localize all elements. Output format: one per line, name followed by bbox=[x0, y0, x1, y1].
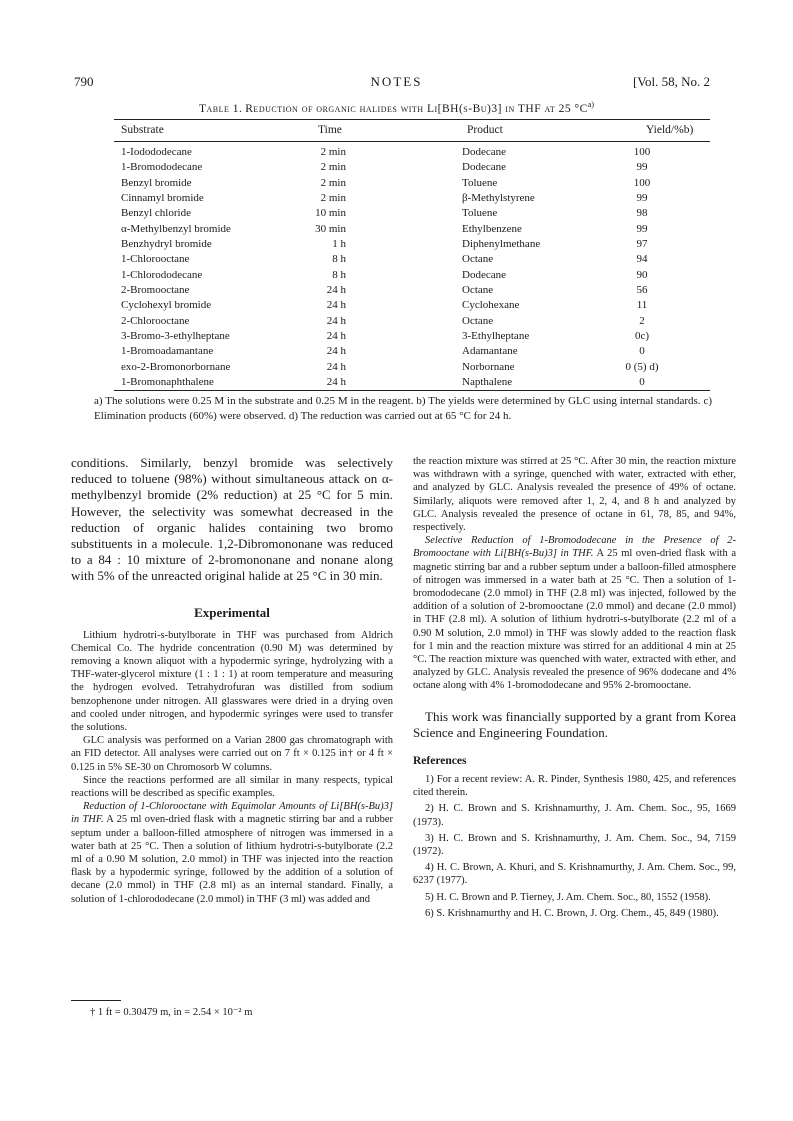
intro-paragraph: conditions. Similarly, benzyl bromide was selectively reduced to toluene (98%) without simultaneous attack on α-methylbenzyl bromide (2% reduction) at 25 °C for 5 min. However, the selectivity was somewhat decreased in the reduction of organic halides containing two bromo substituents in a molecule. 1,2-Dibromononane was reduced to a 84 : 10 mixture of 2-bromononane and nonane along with 5% of the unreacted original halide at 25 °C in 30 min. bbox=[71, 455, 393, 584]
procedure-title-1: Reduction of 1-Chlorooctane with Equimolar Amounts of Li[BH(s-Bu)3] in THF. bbox=[71, 801, 393, 826]
table-row bbox=[0, 283, 793, 298]
journal-section-title: NOTES bbox=[370, 74, 423, 89]
experimental-heading: Experimental bbox=[194, 604, 270, 620]
experimental-paragraph-2: GLC analysis was performed on a Varian 2800 gas chromatograph with an FID detector. All analyses were carried out on 7 ft × 0.125 in† or 4 ft × 0.125 in 5% SE-30 on Chromosorb W columns. bbox=[71, 735, 393, 773]
table-row bbox=[0, 360, 793, 375]
table-row bbox=[0, 314, 793, 329]
cell-time: 24 h bbox=[326, 376, 346, 389]
cell-yield: 100 bbox=[633, 146, 651, 158]
table-row bbox=[0, 160, 793, 175]
cell-yield: 98 bbox=[636, 207, 648, 220]
table-row bbox=[0, 176, 793, 191]
cell-time: 24 h bbox=[326, 345, 346, 358]
column-header-product: Product bbox=[467, 124, 503, 136]
cell-product: Ethylbenzene bbox=[462, 222, 522, 235]
cell-product: Dodecane bbox=[462, 268, 506, 281]
cell-product: Dodecane bbox=[462, 146, 506, 158]
reference-item: 6) S. Krishnamurthy and H. C. Brown, J. Org. Chem., 45, 849 (1980). bbox=[425, 907, 719, 919]
table-row bbox=[0, 222, 793, 237]
reference-item: 1) For a recent review: A. R. Pinder, Synthesis 1980, 425, and references cited therein. bbox=[413, 774, 736, 799]
cell-substrate: 3-Bromo-3-ethylheptane bbox=[121, 330, 230, 343]
column-header-yield: Yield/%b) bbox=[646, 124, 694, 136]
cell-product: Adamantane bbox=[462, 345, 518, 358]
experimental-paragraph-4 bbox=[71, 800, 393, 906]
cell-substrate: Benzhydryl bromide bbox=[121, 238, 212, 251]
cell-product: Toluene bbox=[462, 176, 498, 189]
cell-product: Cyclohexane bbox=[462, 299, 520, 312]
cell-time: 8 h bbox=[332, 268, 346, 281]
cell-time: 24 h bbox=[326, 284, 346, 297]
cell-substrate: 2-Chlorooctane bbox=[121, 314, 190, 327]
cell-time: 10 min bbox=[315, 207, 346, 220]
table-header-rule bbox=[114, 141, 710, 142]
cell-yield: 11 bbox=[636, 299, 648, 312]
experimental-paragraph-3: Since the reactions performed are all similar in many respects, typical reactions will be described as specific examples. bbox=[71, 774, 393, 800]
procedure-text-1: A 25 ml oven-dried flask with a magnetic stirring bar and a rubber septum under a balloon-filled atmosphere of nitrogen was immersed in a water bath at 25 °C. Then a solution of lithium hydrotri-s-butylborate (2.2 ml of a 0.90 M solution, 2.0 mmol) in THF was injected into the reaction flask by a hypodermic syringe, followed by the addition of a solution of decane (2.0 mmol) in THF (2.8 ml) as an internal standard. Finally, a solution of 1-chlorododecane (2.0 mmol) in THF (3 ml) was added and bbox=[71, 814, 394, 905]
reference-item: 4) H. C. Brown, A. Khuri, and S. Krishnamurthy, J. Am. Chem. Soc., 99, 6237 (1977). bbox=[413, 862, 736, 887]
table-caption-label: Table 1. bbox=[198, 102, 243, 115]
cell-product: Octane bbox=[462, 284, 494, 297]
column-header-time: Time bbox=[318, 124, 342, 136]
cell-product: Octane bbox=[462, 314, 494, 327]
table-row bbox=[0, 191, 793, 206]
cell-substrate: exo-2-Bromonorbornane bbox=[121, 360, 231, 373]
cell-product: Diphenylmethane bbox=[462, 238, 541, 251]
table-row bbox=[0, 344, 793, 359]
table-row bbox=[0, 268, 793, 283]
cell-product: Toluene bbox=[462, 207, 498, 220]
table-row bbox=[0, 206, 793, 221]
page-number: 790 bbox=[74, 74, 94, 89]
cell-substrate: α-Methylbenzyl bromide bbox=[121, 222, 231, 235]
table-row bbox=[0, 252, 793, 267]
right-column bbox=[413, 455, 736, 923]
cell-yield: 94 bbox=[636, 253, 648, 266]
cell-substrate: Cyclohexyl bromide bbox=[121, 299, 212, 312]
cell-substrate: 1-Bromonaphthalene bbox=[121, 376, 214, 389]
table-row bbox=[0, 298, 793, 313]
cell-time: 2 min bbox=[320, 146, 346, 158]
cell-substrate: 1-Bromoadamantane bbox=[121, 345, 214, 358]
table-row bbox=[0, 375, 793, 390]
reference-item: 5) H. C. Brown and P. Tierney, J. Am. Chem. Soc., 80, 1552 (1958). bbox=[425, 891, 711, 903]
table-caption-note: a) bbox=[587, 100, 595, 109]
cell-time: 2 min bbox=[320, 192, 346, 205]
cell-product: β-Methylstyrene bbox=[462, 192, 535, 205]
reference-item: 3) H. C. Brown and S. Krishnamurthy, J. Am. Chem. Soc., 94, 7159 (1972). bbox=[413, 832, 736, 858]
footnote-rule bbox=[71, 1000, 121, 1001]
experimental-paragraph-1: Lithium hydrotri-s-butylborate in THF was purchased from Aldrich Chemical Co. The hydride concentration (0.90 M) was determined by removing a known aliquot with a hypodermic syringe, hydrolyzing with a THF-water-glycerol mixture (1 : 1 : 1) at room temperature and measuring the hydrogen evolved. Tetrahydrofuran was distilled from sodium benzophenone under nitrogen. All glasswares were dried in a drying oven and cooled under nitrogen, and hypodermic syringes were used to transfer the solutions. bbox=[71, 629, 393, 734]
procedure-paragraph-2 bbox=[413, 534, 736, 692]
acknowledgment: This work was financially supported by a grant from Korea Science and Engineering Foundation. bbox=[413, 708, 736, 740]
cell-time: 8 h bbox=[332, 253, 346, 266]
cell-substrate: 2-Bromooctane bbox=[121, 284, 190, 297]
cell-product: Octane bbox=[462, 253, 494, 266]
procedure-title-2: Selective Reduction of 1-Bromododecane in the Presence of 2-Bromooctane with Li[BH(s-Bu)3] in THF. bbox=[413, 535, 736, 560]
references-list bbox=[413, 773, 736, 920]
table-bottom-rule bbox=[114, 390, 710, 391]
cell-substrate: 1-Chlorododecane bbox=[121, 268, 203, 281]
cell-time: 30 min bbox=[315, 222, 346, 235]
cell-yield: 97 bbox=[636, 238, 648, 251]
cell-substrate: 1-Chlorooctane bbox=[121, 253, 190, 266]
cell-substrate: 1-Bromododecane bbox=[121, 161, 203, 174]
unit-footnote: † 1 ft = 0.30479 m, in = 2.54 × 10⁻² m bbox=[90, 1007, 253, 1018]
continued-paragraph: the reaction mixture was stirred at 25 °C. After 30 min, the reaction mixture was withdrawn with a syringe, quenched with water, extracted with ether, and analyzed by GLC. Analysis revealed the presence of 49% of octane. Similarly, aliquots were removed after 1, 2, 4, and 8 h and analyzed by GLC. Analysis revealed the presence of octane in 61, 78, 85, and 94%, respectively. bbox=[413, 456, 736, 534]
cell-time: 2 min bbox=[320, 176, 346, 189]
table-body bbox=[0, 145, 793, 391]
cell-yield: 90 bbox=[636, 268, 648, 281]
cell-product: 3-Ethylheptane bbox=[462, 330, 530, 343]
cell-yield: 99 bbox=[636, 222, 648, 235]
table-row bbox=[0, 145, 793, 160]
reference-item: 2) H. C. Brown and S. Krishnamurthy, J. Am. Chem. Soc., 95, 1669 (1973). bbox=[413, 803, 736, 828]
cell-yield: 0 (5) d) bbox=[625, 360, 659, 373]
cell-time: 24 h bbox=[326, 360, 346, 373]
cell-yield: 0 bbox=[639, 345, 645, 358]
cell-product: Napthalene bbox=[462, 376, 513, 389]
column-header-substrate: Substrate bbox=[121, 124, 164, 136]
cell-time: 24 h bbox=[326, 299, 346, 312]
table-caption-text: Reduction of organic halides with Li[BH(s-Bu)3] in THF at 25 °C bbox=[245, 102, 588, 115]
cell-yield: 2 bbox=[639, 314, 645, 327]
cell-time: 24 h bbox=[326, 330, 346, 343]
cell-substrate: 1-Iodododecane bbox=[121, 146, 192, 158]
cell-yield: 99 bbox=[636, 161, 648, 174]
left-column bbox=[71, 455, 393, 906]
cell-substrate: Benzyl bromide bbox=[121, 176, 192, 189]
cell-yield: 99 bbox=[636, 192, 648, 205]
cell-substrate: Benzyl chloride bbox=[121, 207, 191, 220]
table-footnote: a) The solutions were 0.25 M in the substrate and 0.25 M in the reagent. b) The yields were determined by GLC using internal standards. c) Elimination products (60%) were observed. d) The reduction was carried out at 65 °C for 24 h. bbox=[94, 395, 712, 422]
cell-yield: 0 bbox=[639, 376, 645, 389]
cell-substrate: Cinnamyl bromide bbox=[121, 192, 204, 205]
table-row bbox=[0, 329, 793, 344]
procedure-text-2: A 25 ml oven-dried flask with a magnetic stirring bar and a rubber septum under a balloon-filled atmosphere of nitrogen was immersed in a water bath at 25 °C. Then a solution of 1-bromododecane (2.0 mmol) in THF (2.8 ml) was injected, followed by the addition of a solution of 2-bromooctane (2.0 mmol) and decane (2.0 mmol) in THF (2.8 ml). A solution of lithium hydrotri-s-butylborate (2.2 ml of a 0.90 M solution, 2.0 mmol) in THF was slowly added to the reaction flask for 1 min and the reaction mixture was stirred for an additional 4 min at 25 °C. The reaction mixture was quenched with water, extracted with ether, and analyzed by GLC. Analysis revealed the presence of 96% dodecane and 4% octane along with 4% 1-bromododecane and 95% 2-bromooctane. bbox=[413, 548, 736, 692]
references-heading: References bbox=[413, 755, 467, 768]
table-caption bbox=[0, 100, 793, 115]
cell-time: 2 min bbox=[320, 161, 346, 174]
cell-product: Dodecane bbox=[462, 161, 506, 174]
cell-yield: 56 bbox=[636, 284, 648, 297]
table-top-rule bbox=[114, 119, 710, 120]
table-row bbox=[0, 237, 793, 252]
cell-time: 24 h bbox=[326, 314, 346, 327]
cell-yield: 0c) bbox=[634, 330, 650, 343]
volume-info: [Vol. 58, No. 2 bbox=[632, 74, 710, 89]
cell-yield: 100 bbox=[633, 176, 651, 189]
cell-time: 1 h bbox=[332, 238, 346, 251]
cell-product: Norbornane bbox=[462, 360, 515, 373]
